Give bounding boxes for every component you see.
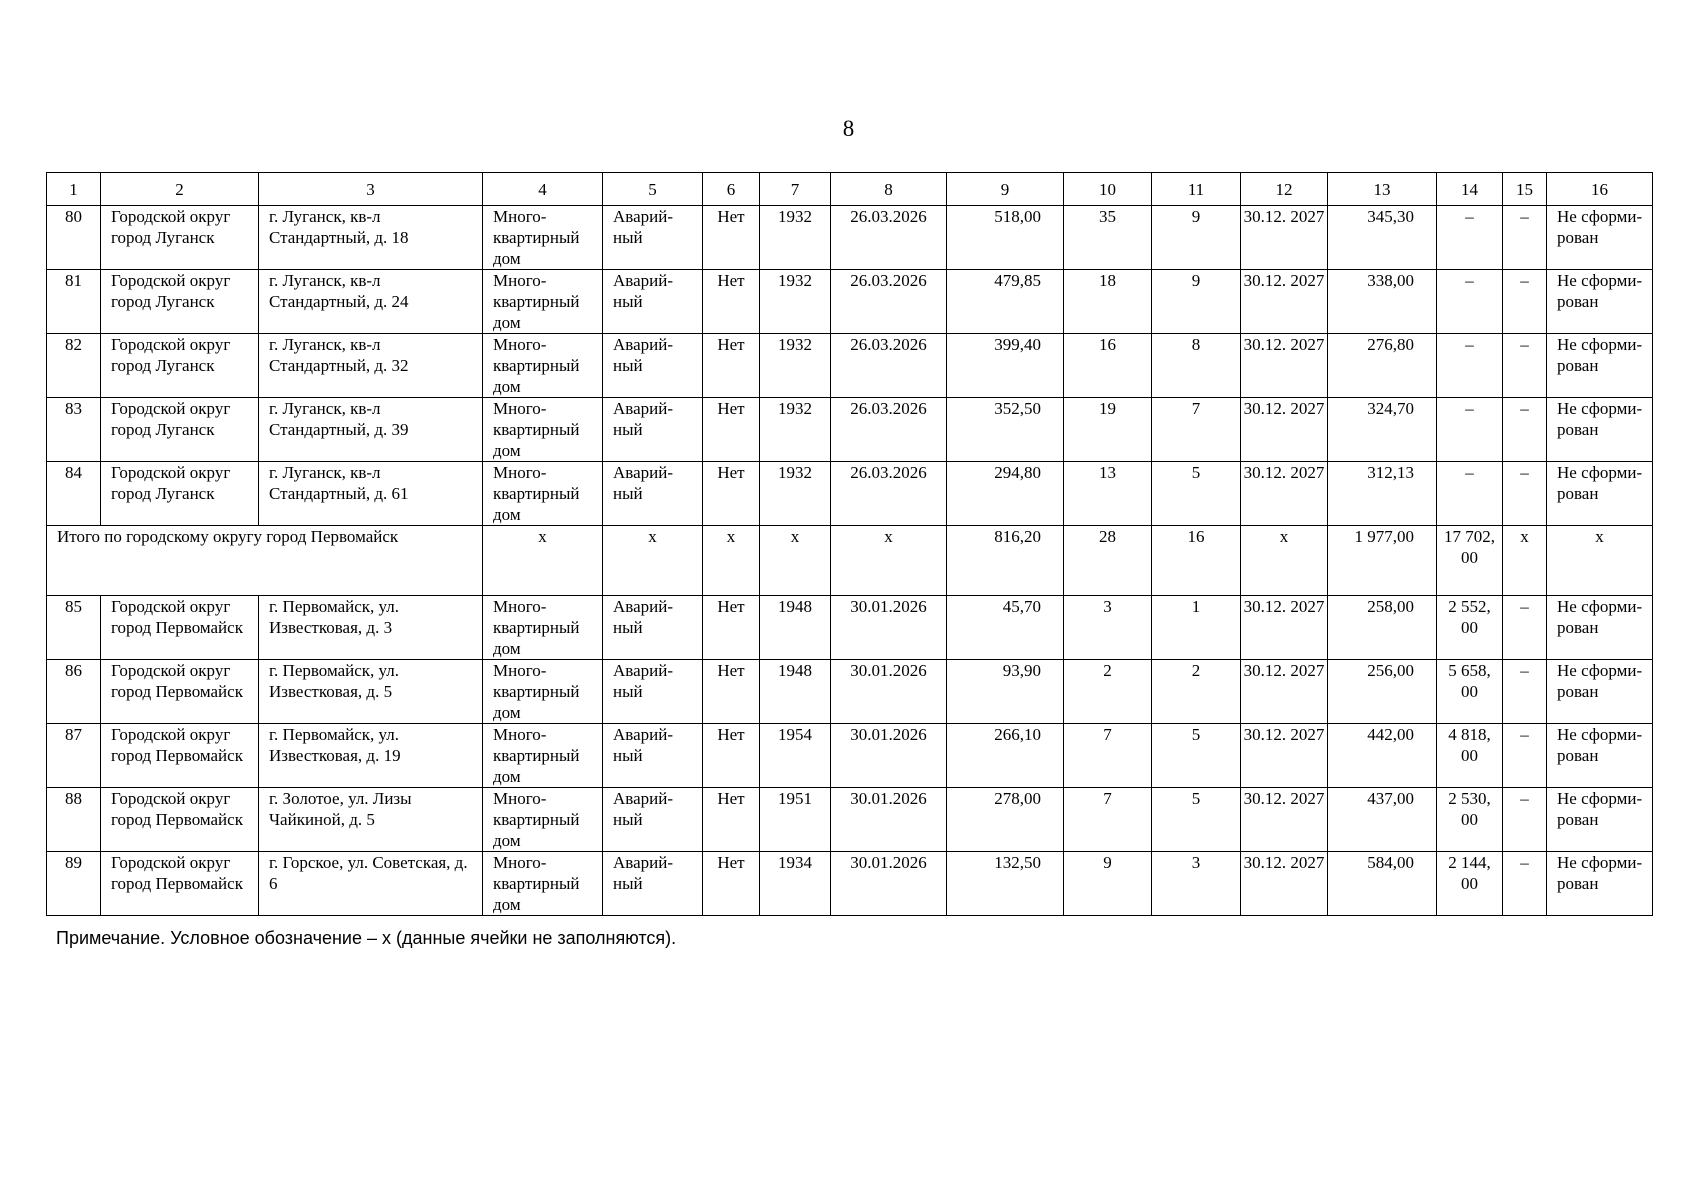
cell-flag: Нет xyxy=(703,206,760,270)
cell-municipality: Городской округ город Первомайск xyxy=(101,852,259,916)
column-number-header: 13 xyxy=(1328,173,1437,206)
cell-status: Аварий-ный xyxy=(603,398,703,462)
cell-c10: 16 xyxy=(1064,334,1152,398)
cell-c11: 5 xyxy=(1152,788,1241,852)
cell-date: 30.01.2026 xyxy=(831,660,947,724)
column-number-header: 9 xyxy=(947,173,1064,206)
cell-flag: Нет xyxy=(703,334,760,398)
cell-c13: 437,00 xyxy=(1328,788,1437,852)
cell-n: 88 xyxy=(47,788,101,852)
table-row xyxy=(47,398,1653,462)
cell-c14: – xyxy=(1437,270,1503,334)
cell-c11: 5 xyxy=(1152,462,1241,526)
cell-deadline: 30.12. 2027 xyxy=(1241,462,1328,526)
cell-c14: 5 658, 00 xyxy=(1437,660,1503,724)
cell-flag: Нет xyxy=(703,596,760,660)
cell-n: 80 xyxy=(47,206,101,270)
cell-type: Много-квартирный дом xyxy=(483,660,603,724)
total-c8: x xyxy=(831,526,947,596)
total-label: Итого по городскому округу город Первомайск xyxy=(47,526,483,596)
table-row xyxy=(47,788,1653,852)
cell-c13: 338,00 xyxy=(1328,270,1437,334)
table-row xyxy=(47,462,1653,526)
cell-c14: – xyxy=(1437,334,1503,398)
table-row xyxy=(47,724,1653,788)
cell-flag: Нет xyxy=(703,660,760,724)
cell-c11: 9 xyxy=(1152,270,1241,334)
cell-c10: 19 xyxy=(1064,398,1152,462)
cell-address: г. Первомайск, ул. Известковая, д. 19 xyxy=(259,724,483,788)
cell-year: 1948 xyxy=(760,596,831,660)
cell-c16: Не сформи-рован xyxy=(1547,206,1653,270)
cell-c14: – xyxy=(1437,462,1503,526)
cell-status: Аварий-ный xyxy=(603,270,703,334)
cell-date: 30.01.2026 xyxy=(831,788,947,852)
cell-deadline: 30.12. 2027 xyxy=(1241,660,1328,724)
cell-c13: 256,00 xyxy=(1328,660,1437,724)
cell-c15: – xyxy=(1503,596,1547,660)
cell-c15: – xyxy=(1503,398,1547,462)
cell-address: г. Луганск, кв-л Стандартный, д. 61 xyxy=(259,462,483,526)
cell-type: Много-квартирный дом xyxy=(483,334,603,398)
cell-year: 1932 xyxy=(760,334,831,398)
total-c7: x xyxy=(760,526,831,596)
column-number-header: 1 xyxy=(47,173,101,206)
cell-c10: 35 xyxy=(1064,206,1152,270)
cell-date: 26.03.2026 xyxy=(831,270,947,334)
cell-date: 30.01.2026 xyxy=(831,852,947,916)
cell-area: 132,50 xyxy=(947,852,1064,916)
cell-date: 30.01.2026 xyxy=(831,596,947,660)
cell-status: Аварий-ный xyxy=(603,788,703,852)
cell-n: 89 xyxy=(47,852,101,916)
column-number-header: 12 xyxy=(1241,173,1328,206)
cell-type: Много-квартирный дом xyxy=(483,596,603,660)
cell-date: 26.03.2026 xyxy=(831,398,947,462)
cell-type: Много-квартирный дом xyxy=(483,852,603,916)
cell-area: 266,10 xyxy=(947,724,1064,788)
cell-status: Аварий-ный xyxy=(603,334,703,398)
cell-c11: 5 xyxy=(1152,724,1241,788)
cell-year: 1932 xyxy=(760,206,831,270)
table-row xyxy=(47,270,1653,334)
cell-c11: 8 xyxy=(1152,334,1241,398)
cell-status: Аварий-ный xyxy=(603,206,703,270)
cell-c16: Не сформи-рован xyxy=(1547,788,1653,852)
cell-c10: 9 xyxy=(1064,852,1152,916)
cell-area: 399,40 xyxy=(947,334,1064,398)
column-number-header: 15 xyxy=(1503,173,1547,206)
cell-c16: Не сформи-рован xyxy=(1547,660,1653,724)
cell-c11: 7 xyxy=(1152,398,1241,462)
column-number-header: 14 xyxy=(1437,173,1503,206)
cell-n: 86 xyxy=(47,660,101,724)
table-row xyxy=(47,852,1653,916)
cell-n: 85 xyxy=(47,596,101,660)
column-number-header: 16 xyxy=(1547,173,1653,206)
cell-year: 1948 xyxy=(760,660,831,724)
cell-flag: Нет xyxy=(703,398,760,462)
cell-c16: Не сформи-рован xyxy=(1547,334,1653,398)
cell-c10: 18 xyxy=(1064,270,1152,334)
cell-area: 479,85 xyxy=(947,270,1064,334)
cell-c15: – xyxy=(1503,724,1547,788)
cell-address: г. Золотое, ул. Лизы Чайкиной, д. 5 xyxy=(259,788,483,852)
cell-status: Аварий-ный xyxy=(603,852,703,916)
column-number-header: 2 xyxy=(101,173,259,206)
cell-c15: – xyxy=(1503,660,1547,724)
column-number-header: 4 xyxy=(483,173,603,206)
cell-status: Аварий-ный xyxy=(603,462,703,526)
total-c16: x xyxy=(1547,526,1653,596)
cell-n: 81 xyxy=(47,270,101,334)
cell-year: 1951 xyxy=(760,788,831,852)
cell-c11: 2 xyxy=(1152,660,1241,724)
cell-date: 26.03.2026 xyxy=(831,334,947,398)
cell-date: 30.01.2026 xyxy=(831,724,947,788)
total-c12: x xyxy=(1241,526,1328,596)
cell-area: 352,50 xyxy=(947,398,1064,462)
cell-date: 26.03.2026 xyxy=(831,206,947,270)
cell-c13: 276,80 xyxy=(1328,334,1437,398)
cell-address: г. Первомайск, ул. Известковая, д. 5 xyxy=(259,660,483,724)
cell-area: 518,00 xyxy=(947,206,1064,270)
cell-c15: – xyxy=(1503,462,1547,526)
column-number-header: 5 xyxy=(603,173,703,206)
cell-c15: – xyxy=(1503,788,1547,852)
cell-address: г. Луганск, кв-л Стандартный, д. 32 xyxy=(259,334,483,398)
cell-flag: Нет xyxy=(703,724,760,788)
cell-c13: 258,00 xyxy=(1328,596,1437,660)
cell-area: 93,90 xyxy=(947,660,1064,724)
total-c14: 17 702, 00 xyxy=(1437,526,1503,596)
cell-c13: 584,00 xyxy=(1328,852,1437,916)
cell-address: г. Первомайск, ул. Известковая, д. 3 xyxy=(259,596,483,660)
cell-municipality: Городской округ город Луганск xyxy=(101,270,259,334)
cell-c13: 324,70 xyxy=(1328,398,1437,462)
cell-area: 45,70 xyxy=(947,596,1064,660)
cell-municipality: Городской округ город Луганск xyxy=(101,398,259,462)
cell-type: Много-квартирный дом xyxy=(483,462,603,526)
cell-type: Много-квартирный дом xyxy=(483,724,603,788)
cell-c15: – xyxy=(1503,270,1547,334)
cell-n: 82 xyxy=(47,334,101,398)
cell-municipality: Городской округ город Первомайск xyxy=(101,596,259,660)
cell-c14: – xyxy=(1437,398,1503,462)
cell-c16: Не сформи-рован xyxy=(1547,596,1653,660)
cell-c14: – xyxy=(1437,206,1503,270)
total-c10: 28 xyxy=(1064,526,1152,596)
cell-area: 278,00 xyxy=(947,788,1064,852)
column-number-header-row xyxy=(47,173,1653,206)
cell-type: Много-квартирный дом xyxy=(483,270,603,334)
cell-municipality: Городской округ город Луганск xyxy=(101,206,259,270)
cell-c11: 1 xyxy=(1152,596,1241,660)
cell-municipality: Городской округ город Первомайск xyxy=(101,788,259,852)
total-c15: x xyxy=(1503,526,1547,596)
cell-year: 1954 xyxy=(760,724,831,788)
cell-c11: 3 xyxy=(1152,852,1241,916)
column-number-header: 7 xyxy=(760,173,831,206)
total-c4: x xyxy=(483,526,603,596)
cell-c10: 13 xyxy=(1064,462,1152,526)
cell-n: 87 xyxy=(47,724,101,788)
cell-c16: Не сформи-рован xyxy=(1547,270,1653,334)
total-c11: 16 xyxy=(1152,526,1241,596)
cell-deadline: 30.12. 2027 xyxy=(1241,398,1328,462)
cell-status: Аварий-ный xyxy=(603,724,703,788)
cell-c16: Не сформи-рован xyxy=(1547,398,1653,462)
cell-c10: 7 xyxy=(1064,724,1152,788)
column-number-header: 11 xyxy=(1152,173,1241,206)
cell-n: 83 xyxy=(47,398,101,462)
table-row xyxy=(47,596,1653,660)
cell-year: 1932 xyxy=(760,398,831,462)
cell-flag: Нет xyxy=(703,462,760,526)
cell-deadline: 30.12. 2027 xyxy=(1241,724,1328,788)
cell-municipality: Городской округ город Первомайск xyxy=(101,724,259,788)
cell-year: 1932 xyxy=(760,462,831,526)
footnote: Примечание. Условное обозначение – х (данные ячейки не заполняются). xyxy=(56,928,677,948)
cell-flag: Нет xyxy=(703,852,760,916)
cell-deadline: 30.12. 2027 xyxy=(1241,206,1328,270)
total-c6: x xyxy=(703,526,760,596)
cell-c15: – xyxy=(1503,334,1547,398)
column-number-header: 10 xyxy=(1064,173,1152,206)
cell-year: 1934 xyxy=(760,852,831,916)
cell-c11: 9 xyxy=(1152,206,1241,270)
column-number-header: 3 xyxy=(259,173,483,206)
cell-c13: 345,30 xyxy=(1328,206,1437,270)
cell-deadline: 30.12. 2027 xyxy=(1241,596,1328,660)
cell-c16: Не сформи-рован xyxy=(1547,852,1653,916)
cell-municipality: Городской округ город Первомайск xyxy=(101,660,259,724)
total-c13: 1 977,00 xyxy=(1328,526,1437,596)
cell-year: 1932 xyxy=(760,270,831,334)
total-row xyxy=(47,526,1653,596)
total-c5: x xyxy=(603,526,703,596)
cell-type: Много-квартирный дом xyxy=(483,398,603,462)
cell-deadline: 30.12. 2027 xyxy=(1241,852,1328,916)
cell-c10: 3 xyxy=(1064,596,1152,660)
cell-area: 294,80 xyxy=(947,462,1064,526)
column-number-header: 6 xyxy=(703,173,760,206)
table-row xyxy=(47,660,1653,724)
cell-c16: Не сформи-рован xyxy=(1547,462,1653,526)
cell-municipality: Городской округ город Луганск xyxy=(101,462,259,526)
cell-c10: 7 xyxy=(1064,788,1152,852)
cell-flag: Нет xyxy=(703,788,760,852)
cell-flag: Нет xyxy=(703,270,760,334)
cell-c13: 312,13 xyxy=(1328,462,1437,526)
cell-deadline: 30.12. 2027 xyxy=(1241,270,1328,334)
cell-municipality: Городской округ город Луганск xyxy=(101,334,259,398)
cell-address: г. Луганск, кв-л Стандартный, д. 39 xyxy=(259,398,483,462)
table-row xyxy=(47,206,1653,270)
housing-table xyxy=(46,172,1653,916)
cell-c15: – xyxy=(1503,852,1547,916)
cell-n: 84 xyxy=(47,462,101,526)
cell-c14: 4 818, 00 xyxy=(1437,724,1503,788)
cell-address: г. Луганск, кв-л Стандартный, д. 24 xyxy=(259,270,483,334)
cell-deadline: 30.12. 2027 xyxy=(1241,788,1328,852)
cell-address: г. Луганск, кв-л Стандартный, д. 18 xyxy=(259,206,483,270)
cell-c14: 2 530, 00 xyxy=(1437,788,1503,852)
table-row xyxy=(47,334,1653,398)
cell-c15: – xyxy=(1503,206,1547,270)
cell-deadline: 30.12. 2027 xyxy=(1241,334,1328,398)
cell-c16: Не сформи-рован xyxy=(1547,724,1653,788)
column-number-header: 8 xyxy=(831,173,947,206)
cell-status: Аварий-ный xyxy=(603,596,703,660)
total-c9: 816,20 xyxy=(947,526,1064,596)
cell-type: Много-квартирный дом xyxy=(483,788,603,852)
cell-status: Аварий-ный xyxy=(603,660,703,724)
cell-type: Много-квартирный дом xyxy=(483,206,603,270)
cell-c10: 2 xyxy=(1064,660,1152,724)
page-number: 8 xyxy=(842,116,855,141)
cell-c13: 442,00 xyxy=(1328,724,1437,788)
cell-c14: 2 552, 00 xyxy=(1437,596,1503,660)
cell-date: 26.03.2026 xyxy=(831,462,947,526)
cell-address: г. Горское, ул. Советская, д. 6 xyxy=(259,852,483,916)
cell-c14: 2 144, 00 xyxy=(1437,852,1503,916)
